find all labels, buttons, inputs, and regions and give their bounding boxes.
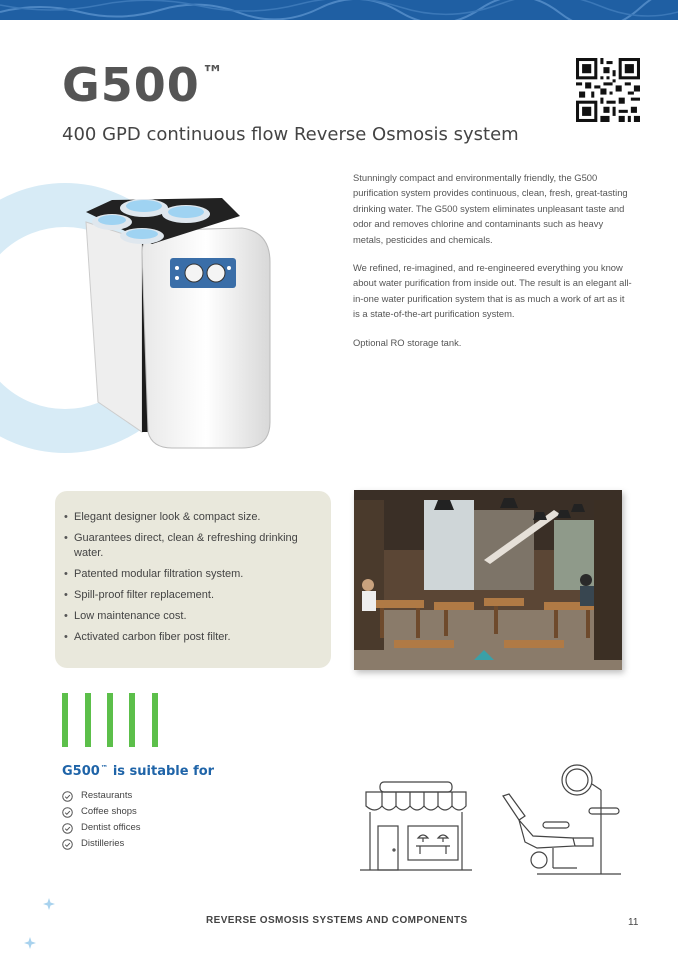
feature-item: • Guarantees direct, clean & refreshing drinking water. <box>64 531 317 561</box>
check-circle-icon <box>62 807 73 818</box>
check-circle-icon <box>62 839 73 850</box>
feature-item: • Elegant designer look & compact size. <box>64 510 317 525</box>
star-icon <box>43 898 55 910</box>
list-item: Distilleries <box>62 836 141 852</box>
g500-unit-image <box>82 192 272 450</box>
feature-item: • Activated carbon fiber post filter. <box>64 630 317 645</box>
top-pattern-band <box>0 0 678 20</box>
feature-item: • Low maintenance cost. <box>64 609 317 624</box>
store-icon <box>360 780 472 875</box>
suitable-for-heading: G500™ is suitable for <box>62 764 215 779</box>
qr-code-icon[interactable] <box>576 58 640 122</box>
product-title: G500™ <box>62 58 225 112</box>
list-item: Coffee shops <box>62 804 141 820</box>
footer-text: REVERSE OSMOSIS SYSTEMS AND COMPONENTS <box>206 915 468 926</box>
green-bars-graphic <box>62 693 162 747</box>
star-icon <box>24 937 36 949</box>
product-subtitle: 400 GPD continuous flow Reverse Osmosis system <box>62 124 519 145</box>
list-item: Dentist offices <box>62 820 141 836</box>
description-paragraph: Stunningly compact and environmentally friendly, the G500 purification system provides continuous, clean, fresh, great-tasting drinking water. The G500 system eliminates unpleasant taste and odor and removes chlorine and contaminants such as heavy metals, pesticides and chemicals. <box>353 172 628 245</box>
page-number: 11 <box>628 917 639 928</box>
feature-item: • Patented modular filtration system. <box>64 567 317 582</box>
description-paragraph: We refined, re-imagined, and re-engineered everything you know about water purification from inside out. The result is an elegant all-in-one water purification system that is as much a work of art as it is a state-of-the-art purification system. <box>353 262 632 320</box>
features-panel <box>55 491 331 668</box>
check-circle-icon <box>62 791 73 802</box>
restaurant-photo <box>354 490 622 670</box>
list-item: Restaurants <box>62 788 141 804</box>
check-circle-icon <box>62 823 73 834</box>
description-paragraph: Optional RO storage tank. <box>353 336 462 348</box>
feature-item: • Spill-proof filter replacement. <box>64 588 317 603</box>
suitable-list <box>62 788 141 852</box>
dentist-chair-icon <box>497 764 625 876</box>
product-description <box>353 170 633 363</box>
